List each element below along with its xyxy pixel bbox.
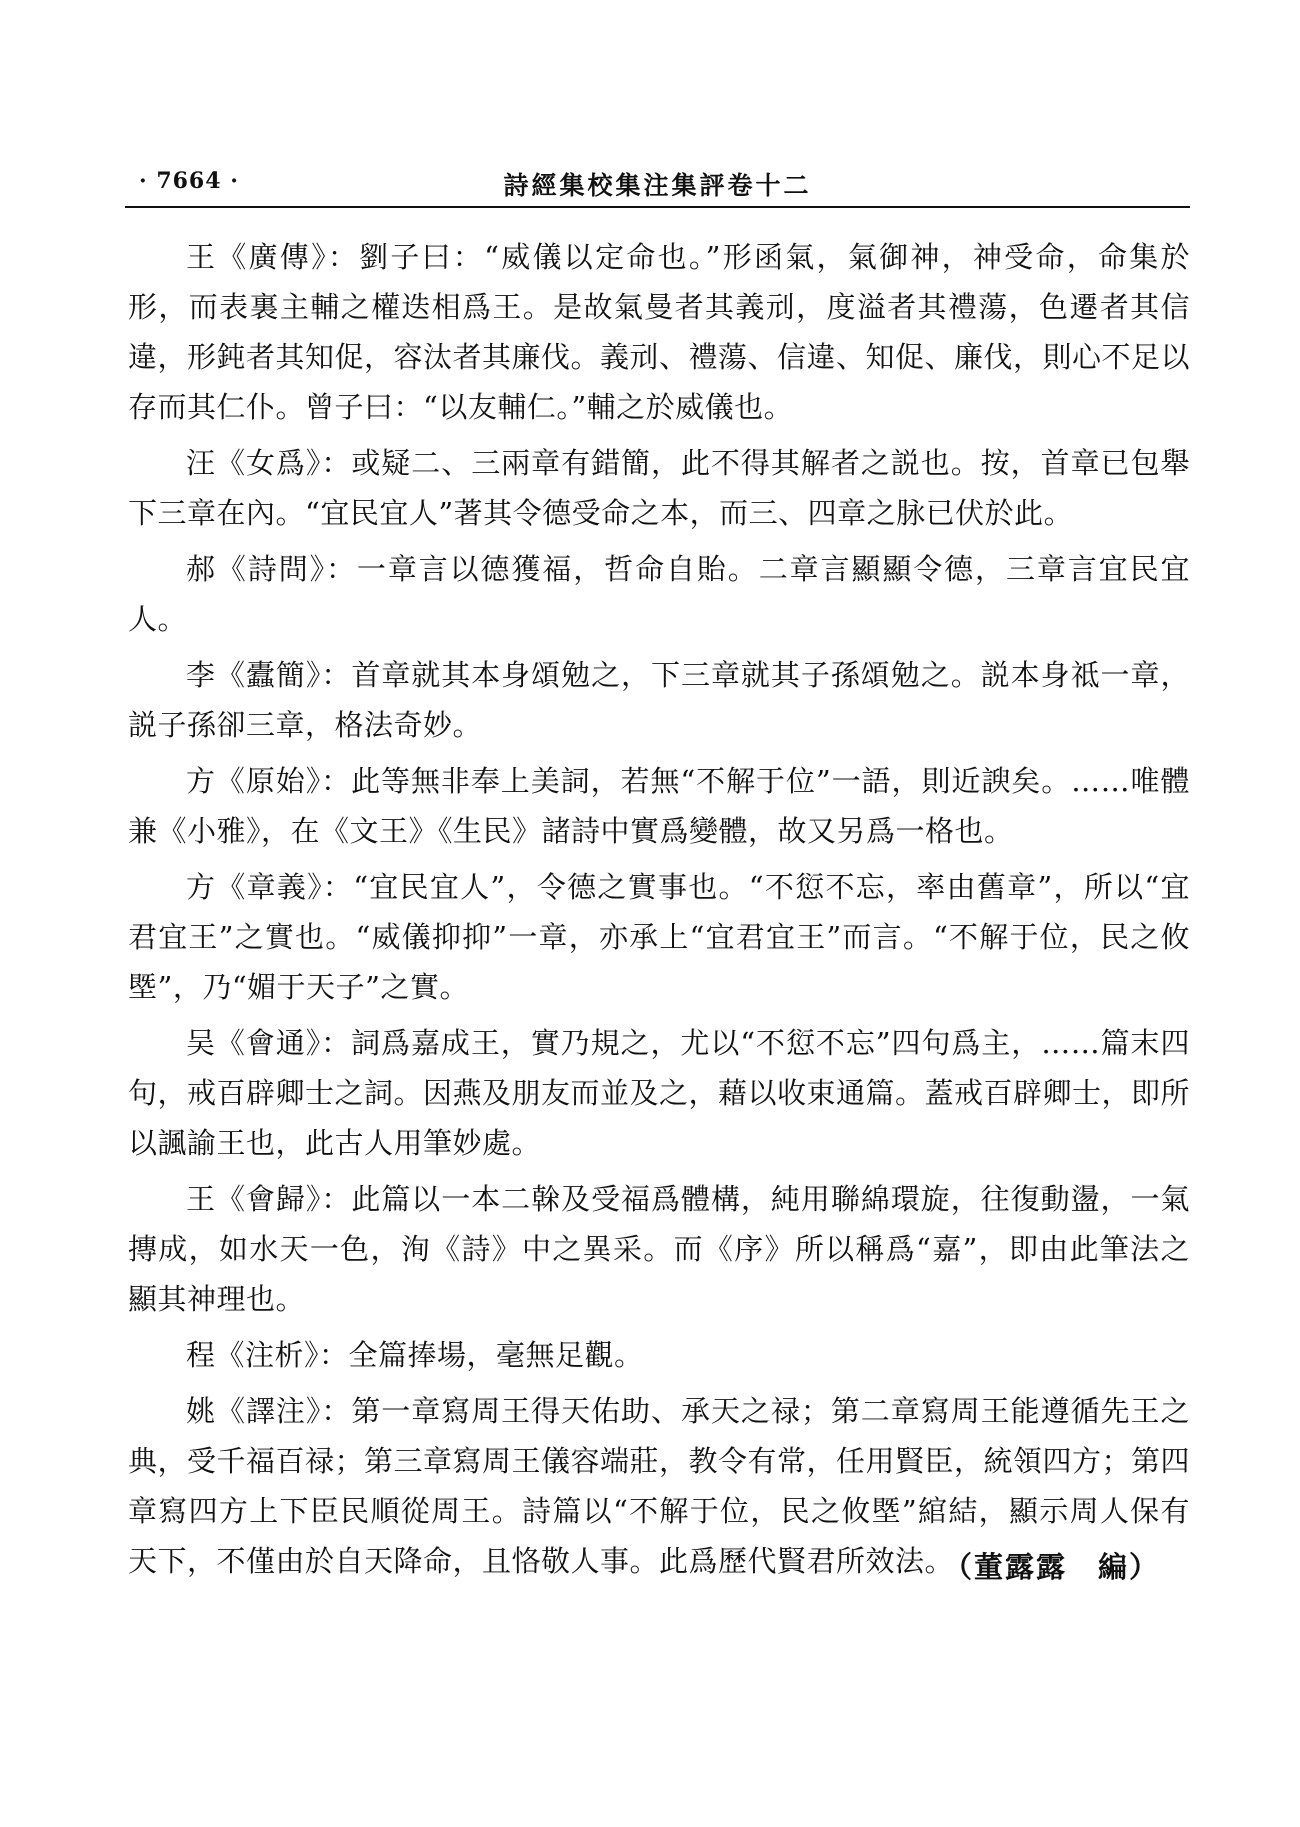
commentary-paragraph: 程《注析》：全篇捧場，毫無足觀。 bbox=[186, 1338, 644, 1372]
commentary-body bbox=[128, 232, 1190, 1592]
page-header bbox=[125, 160, 1190, 210]
commentary-paragraph: 李《蠹簡》：首章就其本身頌勉之，下三章就其子孫頌勉之。説本身祗一章，説子孫卻三章，格法奇妙。 bbox=[128, 658, 1190, 742]
commentary-paragraph: 郝《詩問》：一章言以德獲福，哲命自貽。二章言顯顯令德，三章言宜民宜人。 bbox=[128, 552, 1190, 636]
running-title: 詩經集校集注集評卷十二 bbox=[503, 171, 812, 200]
editor-signature: （董露露 編） bbox=[942, 1550, 1160, 1584]
commentary-paragraph: 方《原始》：此等無非奉上美詞，若無“不解于位”一語，則近諛矣。……唯體兼《小雅》，在《文王》《生民》諸詩中實爲變體，故又另爲一格也。 bbox=[128, 764, 1190, 848]
header-rule bbox=[125, 206, 1190, 208]
page-number: · 7664 · bbox=[139, 168, 239, 194]
commentary-paragraph: 王《廣傳》：劉子曰：“威儀以定命也。”形函氣，氣御神，神受命，命集於形，而表裏主輔之權迭相爲王。是故氣曼者其義刓，度溢者其禮蕩，色遷者其信違，形鈍者其知促，容汰者其廉伐。義刓、禮蕩、信違、知促、廉伐，則心不足以存而其仁仆。曾子曰：“以友輔仁。”輔之於威儀也。 bbox=[128, 240, 1191, 424]
commentary-paragraph: 吴《會通》：詞爲嘉成王，實乃規之，尤以“不愆不忘”四句爲主，……篇末四句，戒百辟卿士之詞。因燕及朋友而並及之，藉以收束通篇。蓋戒百辟卿士，即所以諷諭王也，此古人用筆妙處。 bbox=[128, 1026, 1191, 1160]
commentary-paragraph: 方《章義》：“宜民宜人”，令德之實事也。“不愆不忘，率由舊章”，所以“宜君宜王”之實也。“威儀抑抑”一章，亦承上“宜君宜王”而言。“不解于位，民之攸塈”，乃“媚于天子”之實。 bbox=[128, 870, 1190, 1004]
commentary-paragraph: 王《會歸》：此篇以一本二榦及受福爲體構，純用聯綿環旋，往復動盪，一氣摶成，如水天一色，洵《詩》中之異采。而《序》所以稱爲“嘉”，即由此筆法之顯其神理也。 bbox=[128, 1182, 1190, 1316]
commentary-paragraph: 汪《女爲》：或疑二、三兩章有錯簡，此不得其解者之説也。按，首章已包舉下三章在內。“宜民宜人”著其令德受命之本，而三、四章之脉已伏於此。 bbox=[128, 446, 1190, 530]
commentary-paragraph: 姚《譯注》：第一章寫周王得天佑助、承天之禄；第二章寫周王能遵循先王之典，受千福百禄；第三章寫周王儀容端莊，教令有常，任用賢臣，統領四方；第四章寫四方上下臣民順從周王。詩篇以“不解于位，民之攸塈”綰結，顯示周人保有天下，不僅由於自天降命，且恪敬人事。此爲歷代賢君所效法。 bbox=[128, 1394, 1191, 1578]
